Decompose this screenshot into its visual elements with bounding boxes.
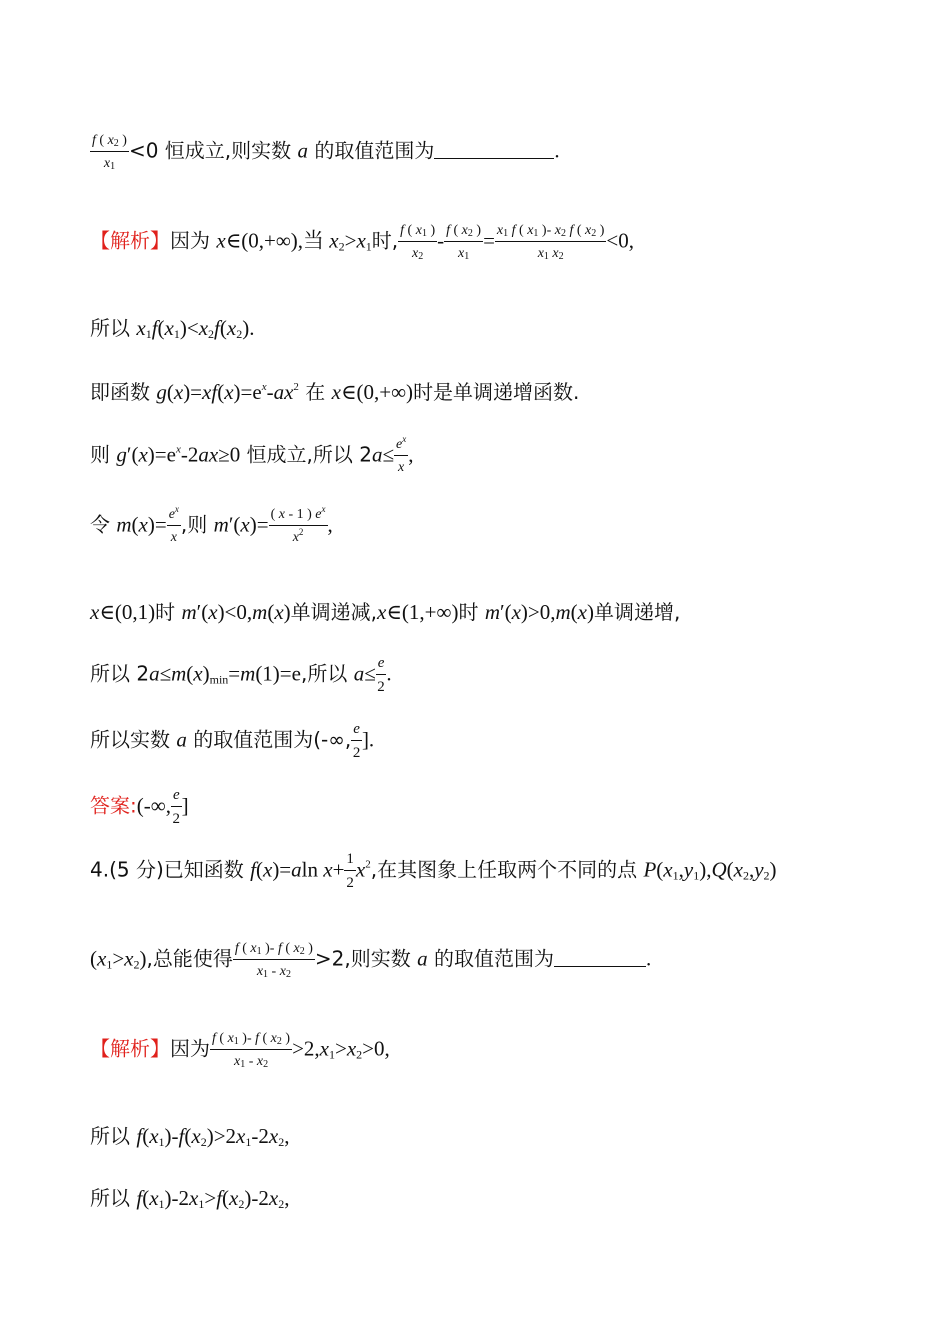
solution-line: 所以实数 a 的取值范围为(-∞, $\frac{e}{2}$ ]. xyxy=(90,721,375,761)
solution-line: 所以 $x_1f(x_1)<x_2f(x_2)$. xyxy=(90,316,255,341)
solution-line: 则 $g'(x)=e^x-2ax\ge 0$ 恒成立,所以 2a≤ $\frac{e^x}{x}$ , xyxy=(90,434,414,475)
solution-line: 【解析】因为 x∈(0,+∞),当 $x_2>x_1$时, $\frac{f ( x_1 )}{x_2}$ - $\frac{f ( x_2 )}{x_1}$ = $\frac{x_1 f ( x_1 )- x_2 f ( x_2 )}{x_1 x_2}$ <0, xyxy=(90,223,634,262)
solution-line: 所以 $2a\le m(x)_{min}=m(1)=e$,所以 a≤ $\frac{e}{2}$ . xyxy=(90,655,392,695)
solution-line: x∈(0,1)时 m′(x)<0,m(x)单调递减,x∈(1,+∞)时 m′(x)>0,m(x)单调递增, xyxy=(90,600,681,624)
solution-label: 【解析】 xyxy=(90,228,170,253)
answer-line: 答案:(-∞, $\frac{e}{2}$ ] xyxy=(90,787,189,827)
q3-condition-line: $\frac{f ( x_2 )}{x_1}$ <0 恒成立,则实数 a 的取值范围为 . xyxy=(92,133,560,172)
solution-line: 所以 $f(x_1)-2x_1>f(x_2)-2x_2$, xyxy=(90,1186,290,1211)
solution-label: 【解析】 xyxy=(90,1036,170,1061)
question-4: 4.(5 分)已知函数 f(x)=aln x+ $\frac{1}{2}$ $x^2$,在其图象上任取两个不同的点 $P(x_1,y_1),Q(x_2,y_2)$ xyxy=(90,851,777,891)
solution-line: 即函数 $g(x)=xf(x)=e^x-ax^2$ 在 x∈(0,+∞)时是单调递增函数. xyxy=(90,380,580,404)
question-4-line-2: $(x_1>x_2)$,总能使得 $\frac{f ( x_1 )- f ( x_2 )}{x_1 - x_2}$ >2,则实数 a 的取值范围为 . xyxy=(90,941,652,980)
solution-line: 【解析】因为 $\frac{f ( x_1 )- f ( x_2 )}{x_1 - x_2}$ $>2,x_1>x_2>0$, xyxy=(90,1031,390,1070)
solution-line: 所以 $f(x_1)-f(x_2)>2x_1-2x_2$, xyxy=(90,1124,290,1149)
answer-blank[interactable] xyxy=(554,946,646,967)
answer-blank[interactable] xyxy=(434,138,554,159)
solution-line: 令 m(x)= $\frac{e^x}{x}$ ,则 m′(x)= $\frac{( x - 1 ) e^x}{x^2}$ , xyxy=(90,504,333,545)
fraction: $\frac{f ( x_2 )}{x_1}$ xyxy=(92,133,127,172)
answer-label: 答案: xyxy=(90,793,137,818)
